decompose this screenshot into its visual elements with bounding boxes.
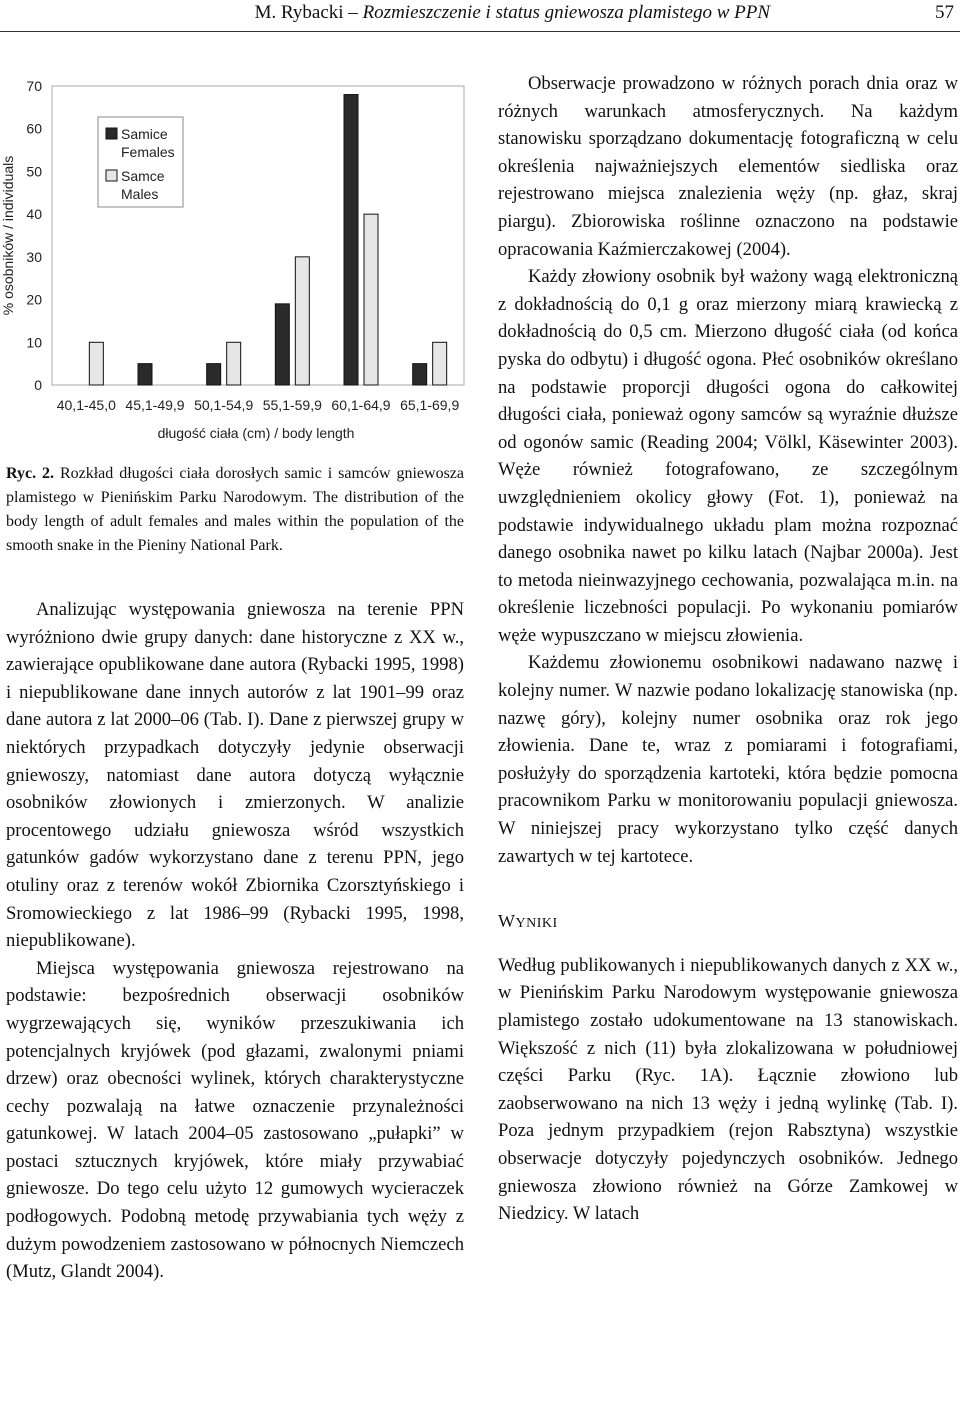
running-header xyxy=(0,0,960,34)
bar-females xyxy=(344,95,358,385)
article-title: Rozmieszczenie i status gniewosza plamistego w PPN xyxy=(362,2,770,23)
figure-caption xyxy=(6,462,464,558)
right-column xyxy=(498,70,958,1228)
y-tick-label: 50 xyxy=(26,163,42,180)
figure-chart xyxy=(0,64,480,454)
caption-text-pl: Rozkład długości ciała dorosłych samic i samców gniewosza plamistego w Pienińskim Parku Narodowym. xyxy=(6,465,465,506)
caption-text-en: The distribution of the body length of adult females and males within the population of the smooth snake in the Pieniny National Park. xyxy=(6,489,464,554)
author-name: M. Rybacki – xyxy=(254,2,363,23)
bar-males xyxy=(433,342,447,385)
bar-females xyxy=(275,304,289,385)
legend-label: Samce xyxy=(121,168,165,184)
section-heading xyxy=(498,908,958,938)
y-tick-label: 40 xyxy=(26,206,42,223)
bar-males xyxy=(227,342,241,385)
y-tick-label: 70 xyxy=(26,78,42,94)
bar-chart xyxy=(0,64,480,454)
x-axis-label: długość ciała (cm) / body length xyxy=(157,425,355,441)
legend-label: Males xyxy=(121,186,159,202)
bar-males xyxy=(295,257,309,385)
legend-swatch xyxy=(106,170,117,181)
y-tick-label: 30 xyxy=(26,248,42,265)
paragraph: Obserwacje prowadzono w różnych porach dnia oraz w różnych warunkach atmosferycznych. Na każdym stanowisku sporządzano dokumentację fotograficzną w celu określenia najważniejszych elementów siedliska oraz rejestrowano miejsca znalezienia węży (np. głaz, skraj piargu). Zbiorowiska roślinne oznaczono na podstawie opracowania Kaźmierczakowej (2004). xyxy=(498,73,958,260)
paragraph: Analizując występowania gniewosza na terenie PPN wyróżniono dwie grupy danych: dane historyczne z XX w., zawierające opublikowane dane autora (Rybacki 1995, 1998) i niepublikowane dane innych autorów z lat 1901–99 oraz dane autora z lat 2000–06 (Tab. I). Dane z pierwszej grupy w niektórych przypadkach dotyczyły jedynie obserwacji gniewoszy, natomiast dane autora dotyczą wyłącznie osobników złowionych i zmierzonych. W analizie procentowego udziału gniewosza wśród wszystkich gatunków gadów wykorzystano dane z terenu PPN, jego otuliny oraz z terenów wokół Zbiornika Czorsztyńskiego i Sromowieckiego z lat 1986–99 (Rybacki 1995, 1998, niepublikowane). xyxy=(6,599,464,952)
bar-females xyxy=(138,364,152,385)
x-tick-label: 60,1-64,9 xyxy=(331,397,391,413)
y-tick-label: 60 xyxy=(26,120,42,137)
bar-females xyxy=(207,364,221,385)
y-tick-label: 20 xyxy=(26,291,42,308)
section-initial: W xyxy=(498,911,516,932)
paragraph: Każdemu złowionemu osobnikowi nadawano nazwę i kolejny numer. W nazwie podano lokalizację stanowiska (np. nazwę góry), kolejny numer osobnika oraz rok jego złowienia. Dane te, wraz z pomiarami i fotografiami, posłużyły do sporządzenia kartoteki, która będzie pomocna pracownikom Parku w monitorowaniu populacji gniewosza. W niniejszej pracy wykorzystano tylko część danych zawartych w tej kartotece. xyxy=(498,652,958,867)
x-tick-label: 40,1-45,0 xyxy=(56,397,116,413)
caption-label: Ryc. 2. xyxy=(6,465,55,482)
x-tick-label: 65,1-69,9 xyxy=(400,397,460,413)
paragraph: Każdy złowiony osobnik był ważony wagą elektroniczną z dokładnością do 0,1 g oraz mierzony miarą krawiecką z dokładnością do 0,5 cm. Mierzono długość ciała (od końca pyska do odbytu) i długość ogona. Płeć osobników określano na podstawie proporcji długości ogona do całkowitej długości ciała, ponieważ ogony samców są wyraźnie dłuższe od ogonów samic (Reading 2004; Völkl, Käsewinter 2003). Węże również fotografowano, ze szczególnym uwzględnieniem okolicy głowy (Fot. 1), ponieważ na podstawie indywidualnego układu plam można rozpoznać danego osobnika nawet po kilku latach (Najbar 2000a). Jest to metoda nieinwazyjnego cechowania, pozwalająca m.in. na określenie liczebności populacji. Po wykonaniu pomiarów węże wypuszczano w miejscu złowienia. xyxy=(498,266,958,646)
legend-swatch xyxy=(106,128,117,139)
legend xyxy=(98,117,183,207)
paragraph: Według publikowanych i niepublikowanych danych z XX w., w Pienińskim Parku Narodowym występowanie gniewosza plamistego zostało udokumentowane na 13 stanowiskach. Większość z nich (11) była zlokalizowana w południowej części Parku (Ryc. 1A). Łącznie złowiono lub zaobserwowano na nich 13 węży i jedną wylinkę (Tab. I). Poza jednym przypadkiem (rejon Rabsztyna) wszystkie obserwacje dotyczyły pojedynczych osobników. Jednego gniewosza złowiono również na Górze Zamkowej w Niedzicy. W latach xyxy=(498,954,958,1225)
legend-label: Samice xyxy=(121,126,168,142)
left-column xyxy=(6,596,464,1286)
y-tick-label: 0 xyxy=(34,377,42,393)
x-tick-label: 45,1-49,9 xyxy=(125,397,185,413)
section-rest: YNIKI xyxy=(515,916,558,932)
running-title xyxy=(255,2,770,24)
legend-label: Females xyxy=(121,144,175,160)
x-tick-label: 50,1-54,9 xyxy=(194,397,254,413)
page-number: 57 xyxy=(935,2,954,23)
header-rule xyxy=(0,31,960,32)
y-axis-label: % osobników / individuals xyxy=(0,155,16,316)
x-tick-label: 55,1-59,9 xyxy=(262,397,322,413)
bar-females xyxy=(413,364,427,385)
y-tick-label: 10 xyxy=(26,334,42,351)
bar-males xyxy=(89,342,103,385)
bar-males xyxy=(364,214,378,385)
paragraph: Miejsca występowania gniewosza rejestrowano na podstawie: bezpośrednich obserwacji osobników wygrzewających się, wyników przeszukiwania ich potencjalnych kryjówek (pod głazami, zwalonymi pniami drzew) oraz obecności wylinek, których charakterystyczne cechy pozwalają na łatwe oznaczenie przynależności gatunkowej. W latach 2004–05 zastosowano „pułapki” w postaci sztucznych kryjówek, które miały przywabiać gniewosze. Do tego celu użyto 12 gumowych wycieraczek podłogowych. Podobną metodę przywabiania tych węży z dużym powodzeniem zastosowano w północnych Niemczech (Mutz, Glandt 2004). xyxy=(6,957,464,1283)
